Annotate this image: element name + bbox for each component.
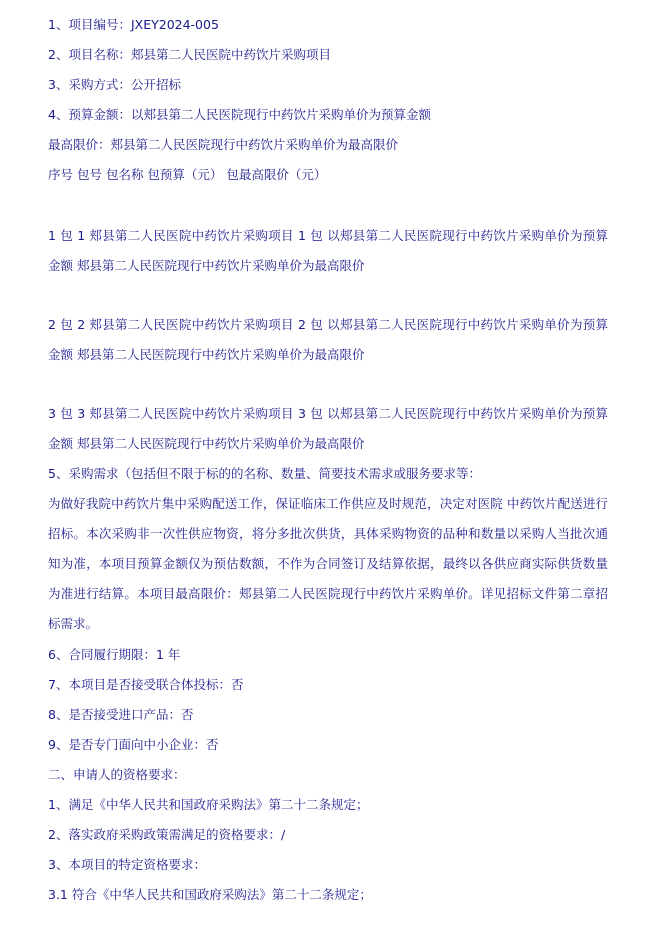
- imported-products: 8、是否接受进口产品：否: [48, 707, 194, 722]
- project-number: 1、项目编号：JXEY2024-005: [48, 17, 219, 32]
- consortium-bid: 7、本项目是否接受联合体投标：否: [48, 677, 244, 692]
- budget-amount: 4、预算金额：以郏县第二人民医院现行中药饮片采购单价为预算金额: [48, 107, 431, 122]
- package-table-header: 序号 包号 包名称 包预算（元） 包最高限价（元）: [48, 167, 327, 182]
- qualification-req-3: 3、本项目的特定资格要求：: [48, 857, 206, 872]
- sme-only: 9、是否专门面向中小企业：否: [48, 737, 219, 752]
- procurement-method: 3、采购方式：公开招标: [48, 77, 181, 92]
- qualification-req-2: 2、落实政府采购政策需满足的资格要求：/: [48, 827, 286, 842]
- qualification-section-title: 二、申请人的资格要求：: [48, 767, 186, 782]
- package-row-2: 2 包 2 郏县第二人民医院中药饮片采购项目 2 包 以郏县第二人民医院现行中药饮片采购单价为预算金额 郏县第二人民医院现行中药饮片采购单价为最高限价: [48, 317, 608, 362]
- project-name: 2、项目名称：郏县第二人民医院中药饮片采购项目: [48, 47, 331, 62]
- qualification-req-3-1: 3.1 符合《中华人民共和国政府采购法》第二十二条规定；: [48, 887, 372, 902]
- package-row-3: 3 包 3 郏县第二人民医院中药饮片采购项目 3 包 以郏县第二人民医院现行中药饮片采购单价为预算金额 郏县第二人民医院现行中药饮片采购单价为最高限价: [48, 406, 608, 451]
- max-price: 最高限价：郏县第二人民医院现行中药饮片采购单价为最高限价: [48, 137, 399, 152]
- package-row-1: 1 包 1 郏县第二人民医院中药饮片采购项目 1 包 以郏县第二人民医院现行中药饮片采购单价为预算金额 郏县第二人民医院现行中药饮片采购单价为最高限价: [48, 228, 608, 273]
- contract-period: 6、合同履行期限：1 年: [48, 647, 181, 662]
- requirements-title: 5、采购需求（包括但不限于标的的名称、数量、简要技术需求或服务要求等：: [48, 466, 481, 481]
- qualification-req-1: 1、满足《中华人民共和国政府采购法》第二十二条规定；: [48, 797, 369, 812]
- requirements-body: 为做好我院中药饮片集中采购配送工作，保证临床工作供应及时规范，决定对医院 中药饮片配送进行招标。本次采购非一次性供应物资，将分多批次供货，具体采购物资的品种和数量以采购人当批次通知为准，本项目预算金额仅为预估数额，不作为合同签订及结算依据，最终以各供应商实际供货数量为准进行结算。本项目最高限价：郏县第二人民医院现行中药饮片采购单价。详见招标文件第二章招标需求。: [48, 496, 608, 631]
